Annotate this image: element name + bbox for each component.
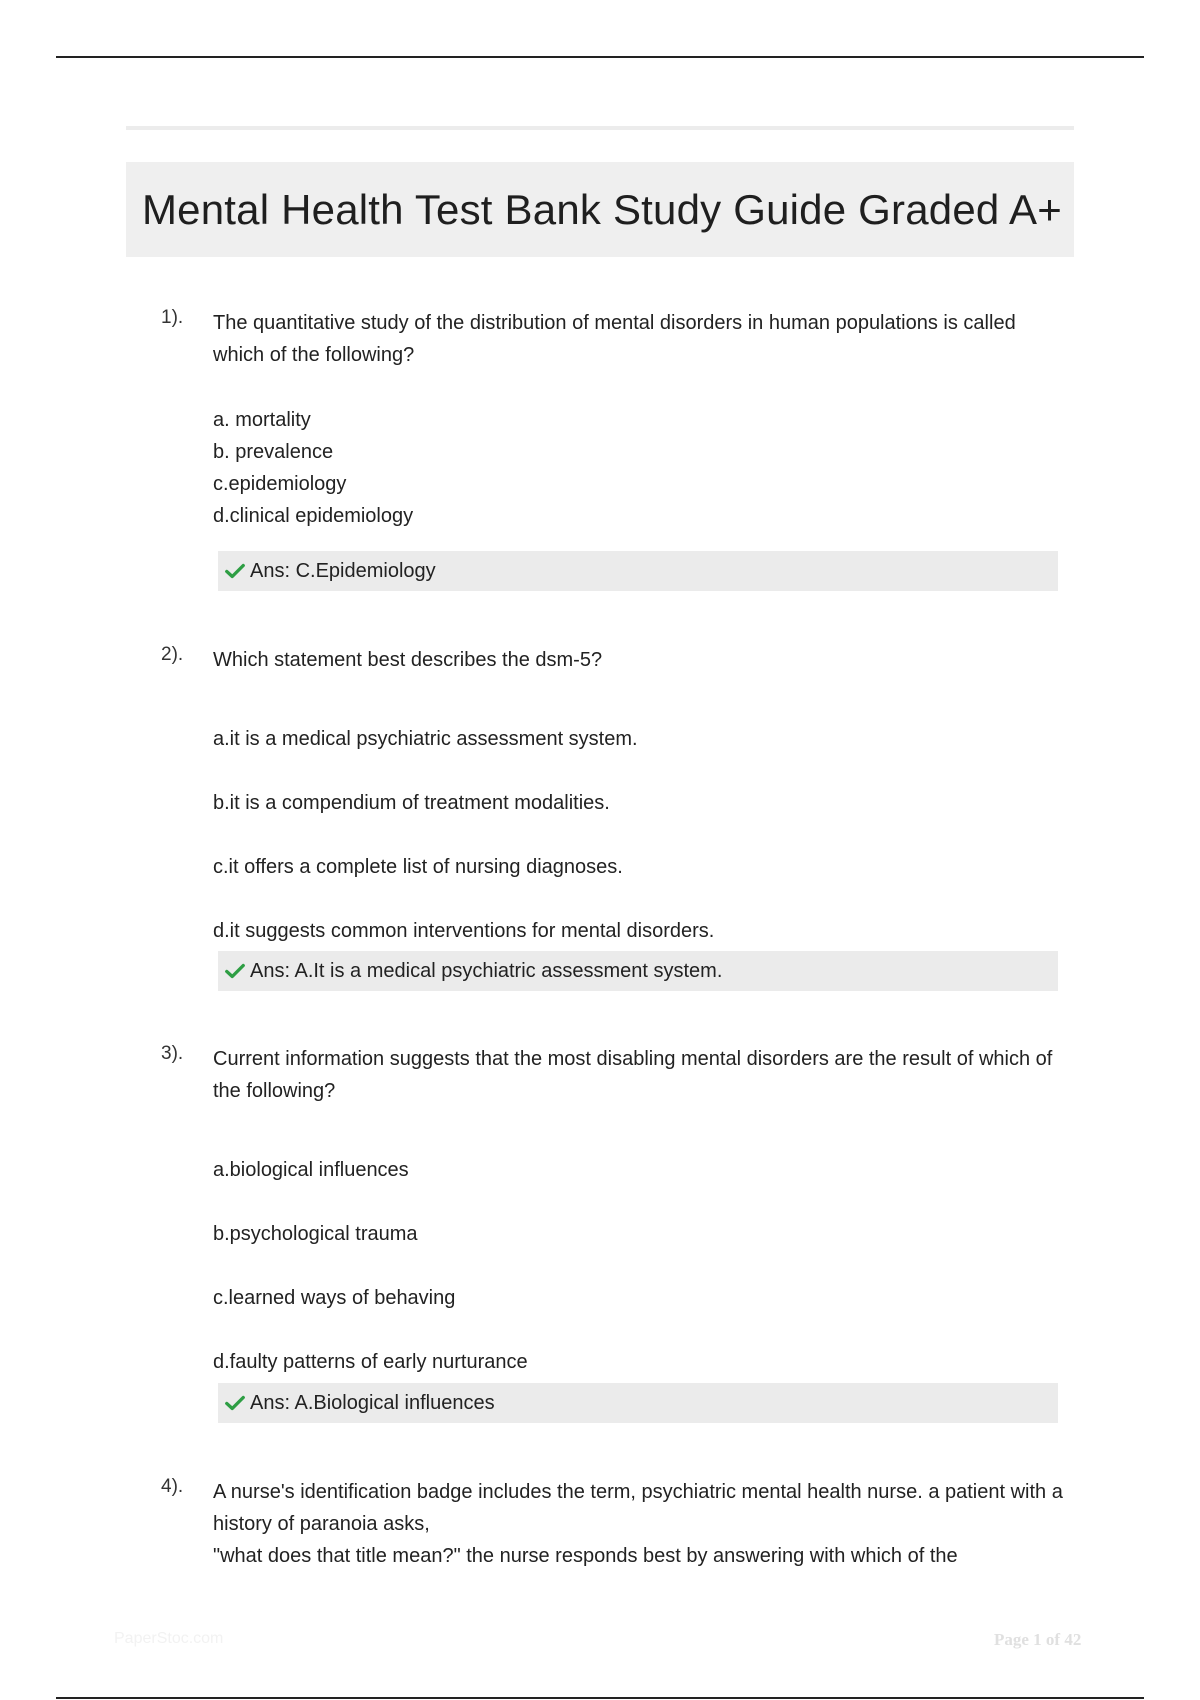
bottom-rule	[56, 1697, 1144, 1699]
question-2-options	[213, 707, 1053, 963]
option-d: d.clinical epidemiology	[213, 505, 414, 527]
top-rule	[56, 56, 1144, 58]
check-icon	[224, 960, 246, 982]
question-text-line: A nurse's identification badge includes the term, psychiatric mental health nurse. a patient with a history of paranoia asks,	[213, 1481, 1063, 1535]
answer-text: Ans: A.Biological influences	[250, 1391, 495, 1414]
question-text: The quantitative study of the distribution of mental disorders in human populations is called which of the following?	[213, 312, 1016, 366]
option-b: b.psychological trauma	[213, 1223, 418, 1245]
answer-box-1	[218, 551, 1058, 591]
option-a: a.it is a medical psychiatric assessment system.	[213, 728, 638, 750]
option-a: a. mortality	[213, 409, 311, 431]
question-number: 4).	[161, 1476, 184, 1497]
answer-box-2	[218, 951, 1058, 991]
option-a: a.biological influences	[213, 1159, 409, 1181]
option-b: b. prevalence	[213, 441, 334, 463]
header-divider	[126, 126, 1074, 130]
check-icon	[224, 1392, 246, 1414]
option-d: d.faulty patterns of early nurturance	[213, 1351, 528, 1373]
option-c: c.learned ways of behaving	[213, 1287, 456, 1309]
option-c: c.it offers a complete list of nursing diagnoses.	[213, 856, 623, 878]
page-indicator: Page 1 of 42	[994, 1630, 1082, 1649]
question-number: 2).	[161, 644, 184, 665]
question-text: Which statement best describes the dsm-5?	[213, 649, 603, 671]
watermark: PaperStoc.com	[114, 1630, 224, 1647]
title-banner	[126, 162, 1074, 257]
question-text-line: "what does that title mean?" the nurse responds best by answering with which of the	[213, 1545, 958, 1567]
option-d: d.it suggests common interventions for mental disorders.	[213, 920, 715, 942]
option-b: b.it is a compendium of treatment modalities.	[213, 792, 610, 814]
answer-text: Ans: A.It is a medical psychiatric assessment system.	[250, 959, 723, 982]
question-1-options	[213, 404, 1053, 532]
answer-box-3	[218, 1383, 1058, 1423]
question-text	[213, 1476, 1063, 1572]
question-text: Current information suggests that the most disabling mental disorders are the result of which of the following?	[213, 1048, 1053, 1102]
answer-text: Ans: C.Epidemiology	[250, 559, 436, 582]
question-number: 1).	[161, 307, 184, 328]
question-3-options	[213, 1138, 1053, 1394]
question-number: 3).	[161, 1043, 184, 1064]
page-title: Mental Health Test Bank Study Guide Graded A+	[142, 185, 1062, 233]
option-c: c.epidemiology	[213, 473, 347, 495]
check-icon	[224, 560, 246, 582]
